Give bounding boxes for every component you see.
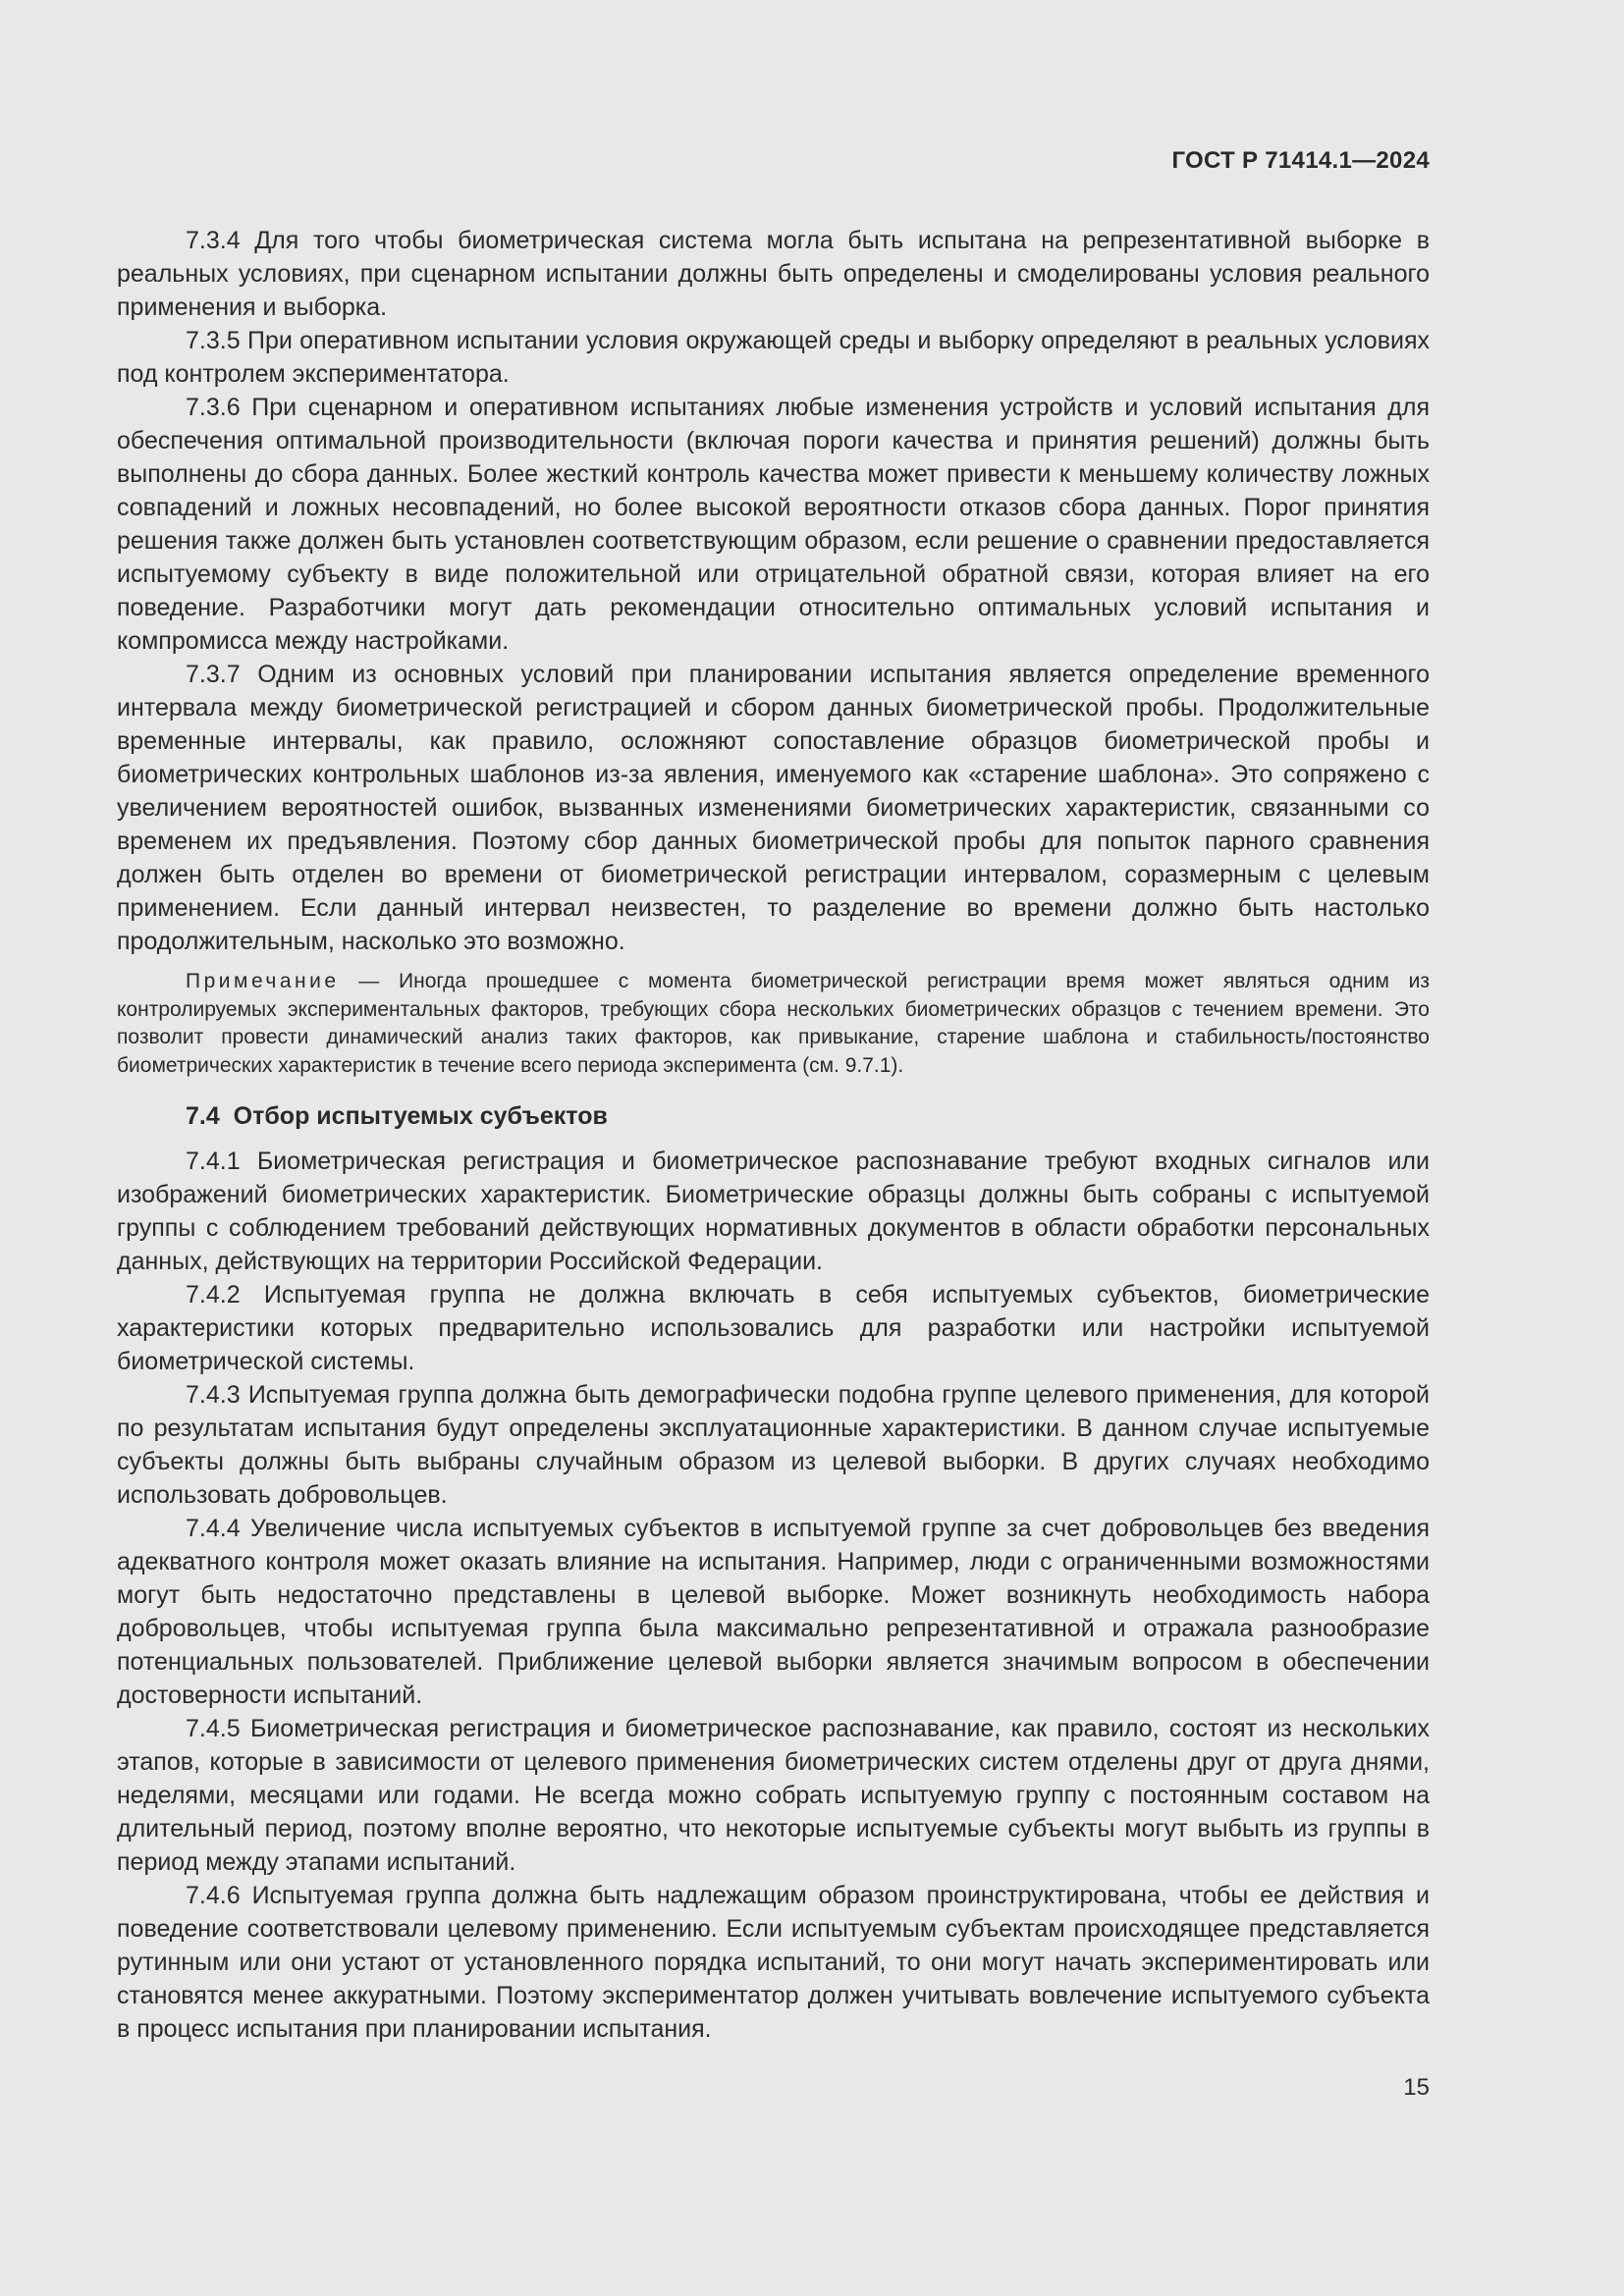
- page-number: 15: [1403, 2074, 1430, 2101]
- paragraph-text: Биометрическая регистрация и биометрическое распознавание требуют входных сигналов или изображений биометрических характеристик. Биометрические образцы должны быть собраны с испытуемой группы с соблюдением требований действующих нормативных документов в области обработки персональных данных, действующих на территории Российской Федерации.: [117, 1148, 1430, 1275]
- paragraph-number: 7.4.1: [186, 1148, 241, 1175]
- note-paragraph: [117, 968, 1430, 1080]
- paragraph-7-4-3: [117, 1378, 1430, 1512]
- paragraph-number: 7.3.7: [186, 661, 241, 688]
- note-text: — Иногда прошедшее с момента биометрической регистрации время может являться одним из контролируемых экспериментальных факторов, требующих сбора нескольких биометрических образцов с течением времени. Это позволит провести динамический анализ таких факторов, как привыкание, старение шаблона и стабильность/постоянство биометрических характеристик в течение всего периода эксперимента (см. 9.7.1).: [117, 970, 1430, 1077]
- paragraph-text: Для того чтобы биометрическая система могла быть испытана на репрезентативной выборке в реальных условиях, при сценарном испытании должны быть определены и смоделированы условия реального применения и выборка.: [117, 227, 1430, 321]
- paragraph-number: 7.4.3: [186, 1381, 241, 1409]
- paragraph-7-4-4: [117, 1512, 1430, 1712]
- paragraph-number: 7.4.6: [186, 1882, 241, 1909]
- paragraph-text: Биометрическая регистрация и биометрическое распознавание, как правило, состоят из нескольких этапов, которые в зависимости от целевого применения биометрических систем отделены друг от друга днями, неделями, месяцами или годами. Не всегда можно собрать испытуемую группу с постоянным составом на длительный период, поэтому вполне вероятно, что некоторые испытуемые субъекты могут выбыть из группы в период между этапами испытаний.: [117, 1715, 1430, 1876]
- paragraph-7-4-2: [117, 1278, 1430, 1378]
- paragraph-text: Увеличение числа испытуемых субъектов в испытуемой группе за счет добровольцев без введения адекватного контроля может оказать влияние на испытания. Например, люди с ограниченными возможностями могут быть недостаточно представлены в целевой выборке. Может возникнуть необходимость набора добровольцев, чтобы испытуемая группа была максимально репрезентативной и отражала разнообразие потенциальных пользователей. Приближение целевой выборки является значимым вопросом в обеспечении достоверности испытаний.: [117, 1515, 1431, 1709]
- paragraph-number: 7.3.5: [186, 327, 241, 354]
- paragraph-7-4-5: [117, 1712, 1430, 1879]
- paragraph-7-3-7: [117, 658, 1430, 958]
- page-content: [117, 224, 1430, 2046]
- document-code-header: ГОСТ Р 71414.1—2024: [1171, 147, 1430, 174]
- paragraph-7-3-6: [117, 391, 1430, 658]
- paragraph-7-3-5: [117, 324, 1430, 391]
- paragraph-7-4-1: [117, 1145, 1430, 1278]
- paragraph-text: Одним из основных условий при планировании испытания является определение временного интервала между биометрической регистрацией и сбором данных биометрической пробы. Продолжительные временные интервалы, как правило, осложняют сопоставление образцов биометрической пробы и биометрических контрольных шаблонов из-за явления, именуемого как «старение шаблона». Это сопряжено с увеличением вероятностей ошибок, вызванных изменениями биометрических характеристик, связанными со временем их предъявления. Поэтому сбор данных биометрической пробы для попыток парного сравнения должен быть отделен во времени от биометрической регистрации интервалом, соразмерным с целевым применением. Если данный интервал неизвестен, то разделение во времени должно быть настолько продолжительным, насколько это возможно.: [117, 661, 1431, 955]
- paragraph-text: Испытуемая группа должна быть демографически подобна группе целевого применения, для которой по результатам испытания будут определены эксплуатационные характеристики. В данном случае испытуемые субъекты должны быть выбраны случайным образом из целевой выборки. В других случаях необходимо использовать добровольцев.: [117, 1381, 1430, 1509]
- section-title: Отбор испытуемых субъектов: [233, 1102, 608, 1130]
- section-number: 7.4: [186, 1102, 220, 1130]
- paragraph-text: Испытуемая группа не должна включать в себя испытуемых субъектов, биометрические характеристики которых предварительно использовались для разработки или настройки испытуемой биометрической системы.: [117, 1281, 1430, 1375]
- paragraph-text: Испытуемая группа должна быть надлежащим образом проинструктирована, чтобы ее действия и поведение соответствовали целевому применению. Если испытуемым субъектам происходящее представляется рутинным или они устают от установленного порядка испытаний, то они могут начать экспериментировать или становятся менее аккуратными. Поэтому экспериментатор должен учитывать вовлечение испытуемого субъекта в процесс испытания при планировании испытания.: [117, 1882, 1430, 2043]
- section-heading-7-4: [117, 1099, 1430, 1133]
- paragraph-text: При оперативном испытании условия окружающей среды и выборку определяют в реальных условиях под контролем экспериментатора.: [117, 327, 1430, 388]
- note-label: Примечание: [186, 970, 340, 992]
- paragraph-number: 7.4.5: [186, 1715, 241, 1742]
- paragraph-7-4-6: [117, 1879, 1430, 2046]
- paragraph-number: 7.3.6: [186, 394, 241, 421]
- paragraph-number: 7.3.4: [186, 227, 241, 254]
- paragraph-7-3-4: [117, 224, 1430, 324]
- paragraph-number: 7.4.2: [186, 1281, 241, 1308]
- paragraph-number: 7.4.4: [186, 1515, 241, 1542]
- paragraph-text: При сценарном и оперативном испытаниях любые изменения устройств и условий испытания для обеспечения оптимальной производительности (включая пороги качества и принятия решений) должны быть выполнены до сбора данных. Более жесткий контроль качества может привести к меньшему количеству ложных совпадений и ложных несовпадений, но более высокой вероятности отказов сбора данных. Порог принятия решения также должен быть установлен соответствующим образом, если решение о сравнении предоставляется испытуемому субъекту в виде положительной или отрицательной обратной связи, которая влияет на его поведение. Разработчики могут дать рекомендации относительно оптимальных условий испытания и компромисса между настройками.: [117, 394, 1430, 655]
